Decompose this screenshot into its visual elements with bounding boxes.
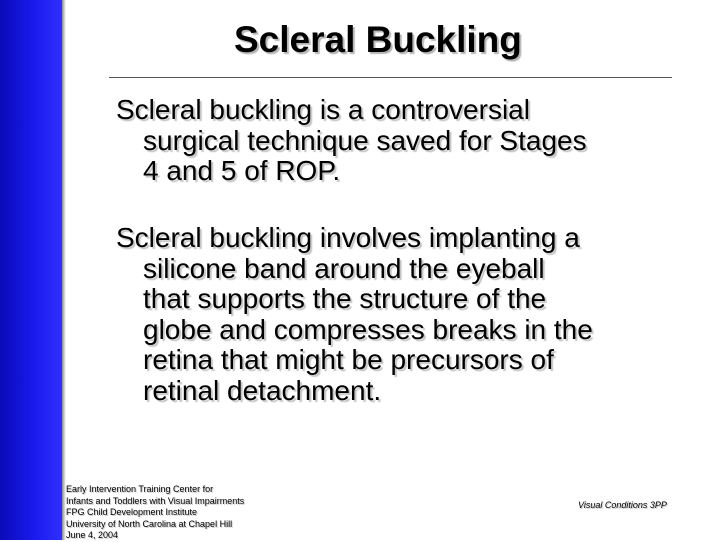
body-paragraph-2 [116,223,686,406]
paragraph-line: globe and compresses breaks in the [143,313,593,345]
paragraph-line: retina that might be precursors of [143,344,554,375]
paragraph-line: 4 and 5 of ROP. [143,155,341,186]
footer-credit [66,484,244,542]
paragraph-line: retinal detachment. [143,374,382,406]
footer-credit-line: Early Intervention Training Center for [66,484,214,494]
footer-credit-line: University of North Carolina at Chapel Hill [66,518,233,529]
footer-credit-line: June 4, 2004 [66,530,119,540]
footer-credit-line: Infants and Toddlers with Visual Impairments [66,495,245,506]
paragraph-line: Scleral buckling involves implanting a [116,222,580,253]
sidebar-shadow [62,0,66,540]
blue-sidebar-bar [0,0,62,540]
title-divider [109,77,672,78]
footer-page-label: Visual Conditions 3PP [578,500,667,510]
paragraph-line: that supports the structure of the [143,283,547,314]
paragraph-line: surgical technique saved for Stages [143,124,587,156]
paragraph-line: silicone band around the eyeball [143,252,545,284]
slide-title: Scleral Buckling [234,19,522,60]
footer-credit-line: FPG Child Development Institute [66,507,198,517]
body-paragraph-1 [116,95,686,187]
paragraph-line: Scleral buckling is a controversial [116,94,530,125]
